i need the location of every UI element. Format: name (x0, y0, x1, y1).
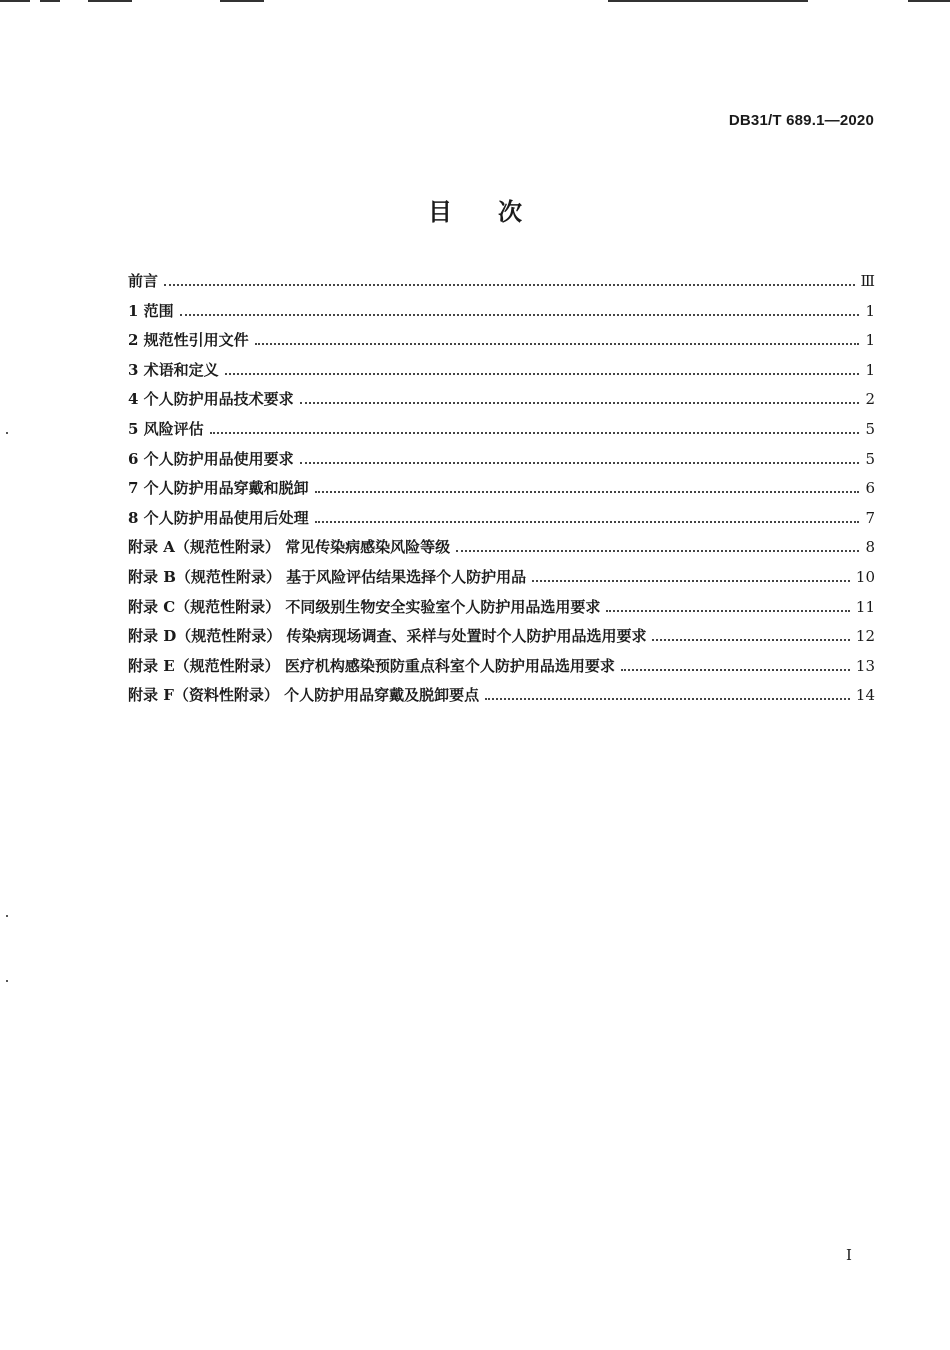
toc-title: 目次 (428, 198, 568, 226)
top-rule (0, 0, 30, 2)
toc-entry-appendix-c[interactable] (128, 596, 875, 626)
toc-entry-page: 10 (855, 567, 875, 586)
scan-artifact (6, 432, 8, 434)
toc-entry-8[interactable] (128, 507, 875, 537)
toc-entry-page: 1 (865, 331, 875, 350)
toc-entry-page: 14 (855, 686, 875, 705)
top-rule (220, 0, 264, 2)
toc-entry-1[interactable] (128, 300, 875, 330)
toc-dot-leader (456, 550, 859, 552)
toc-entry-appendix-d[interactable] (128, 625, 875, 655)
toc-entry-label: 前言 (128, 272, 159, 290)
toc-entry-page: Ⅲ (860, 272, 875, 290)
page-number: I (846, 1246, 852, 1264)
table-of-contents (128, 270, 875, 714)
scan-artifact (6, 915, 8, 917)
toc-entry-label: 6 个人防护用品使用要求 (128, 449, 294, 468)
toc-dot-leader (255, 343, 859, 345)
toc-entry-label: 附录 D（规范性附录） 传染病现场调查、采样与处置时个人防护用品选用要求 (128, 627, 647, 646)
toc-entry-preface[interactable] (128, 270, 875, 300)
toc-entry-page: 8 (865, 538, 875, 557)
toc-dot-leader (532, 580, 850, 582)
toc-entry-7[interactable] (128, 477, 875, 507)
toc-entry-page: 13 (855, 656, 875, 675)
toc-entry-appendix-f[interactable] (128, 684, 875, 714)
toc-entry-label: 5 风险评估 (128, 419, 204, 438)
toc-entry-page: 7 (865, 508, 875, 527)
toc-dot-leader (300, 402, 859, 404)
toc-entry-page: 1 (865, 301, 875, 320)
toc-entry-page: 2 (865, 390, 875, 409)
scan-artifact (6, 980, 8, 982)
toc-entry-page: 5 (865, 449, 875, 468)
toc-dot-leader (621, 669, 850, 671)
toc-entry-appendix-b[interactable] (128, 566, 875, 596)
toc-entry-4[interactable] (128, 388, 875, 418)
toc-entry-label: 3 术语和定义 (128, 360, 219, 379)
toc-dot-leader (485, 698, 850, 700)
toc-entry-6[interactable] (128, 448, 875, 478)
document-code: DB31/T 689.1—2020 (728, 112, 874, 129)
toc-entry-page: 11 (855, 597, 875, 616)
toc-entry-page: 12 (855, 627, 875, 646)
toc-entry-label: 附录 E（规范性附录） 医疗机构感染预防重点科室个人防护用品选用要求 (128, 656, 615, 675)
toc-entry-2[interactable] (128, 329, 875, 359)
toc-entry-label: 4 个人防护用品技术要求 (128, 390, 294, 409)
toc-entry-label: 附录 A（规范性附录） 常见传染病感染风险等级 (128, 538, 451, 557)
top-rule (908, 0, 950, 2)
toc-entry-appendix-e[interactable] (128, 655, 875, 685)
toc-dot-leader (652, 639, 849, 641)
toc-entry-label: 8 个人防护用品使用后处理 (128, 508, 309, 527)
toc-dot-leader (210, 432, 859, 434)
toc-entry-label: 附录 B（规范性附录） 基于风险评估结果选择个人防护用品 (128, 567, 527, 586)
toc-entry-page: 6 (865, 479, 875, 498)
toc-entry-3[interactable] (128, 359, 875, 389)
toc-entry-label: 附录 F（资料性附录） 个人防护用品穿戴及脱卸要点 (128, 686, 480, 705)
toc-entry-page: 1 (865, 360, 875, 379)
toc-dot-leader (225, 373, 859, 375)
top-rule (608, 0, 808, 2)
toc-entry-page: 5 (865, 419, 875, 438)
toc-entry-label: 1 范围 (128, 301, 174, 320)
top-rule (88, 0, 132, 2)
toc-entry-5[interactable] (128, 418, 875, 448)
toc-dot-leader (180, 314, 859, 316)
toc-dot-leader (300, 462, 859, 464)
toc-entry-appendix-a[interactable] (128, 536, 875, 566)
toc-entry-label: 2 规范性引用文件 (128, 331, 249, 350)
toc-dot-leader (164, 284, 855, 286)
toc-dot-leader (606, 610, 850, 612)
top-rule (40, 0, 60, 2)
toc-dot-leader (315, 491, 859, 493)
toc-dot-leader (315, 521, 859, 523)
toc-entry-label: 附录 C（规范性附录） 不同级别生物安全实验室个人防护用品选用要求 (128, 597, 601, 616)
toc-entry-label: 7 个人防护用品穿戴和脱卸 (128, 479, 309, 498)
